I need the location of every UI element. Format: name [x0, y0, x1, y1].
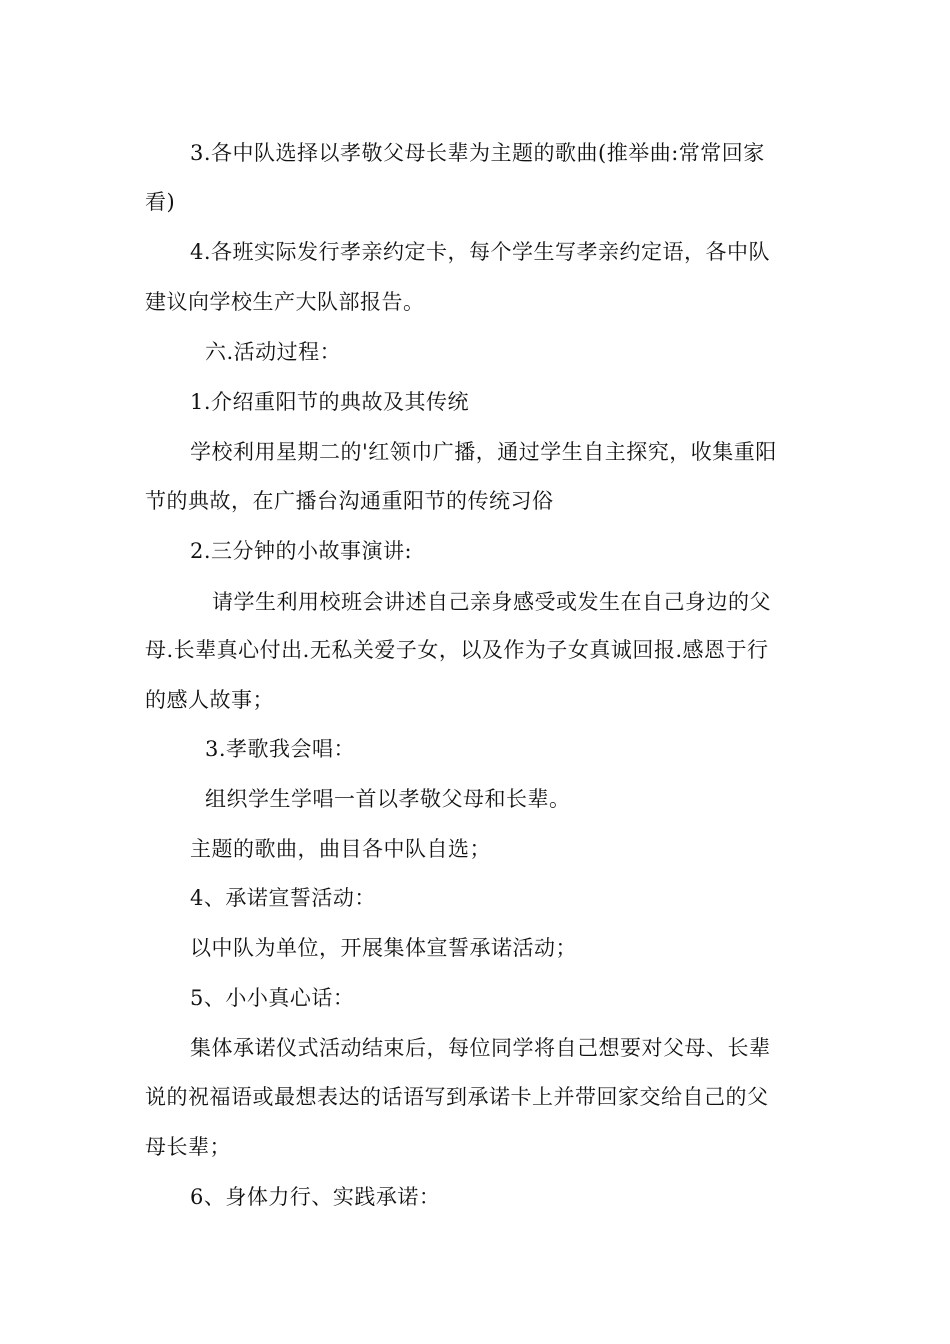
- paragraph-line: 4.各班实际发行孝亲约定卡，每个学生写孝亲约定语，各中队: [190, 240, 771, 264]
- item-heading: 6、身体力行、实践承诺：: [190, 1185, 441, 1209]
- item-heading: 5、小小真心话：: [190, 986, 355, 1010]
- paragraph-line: 集体承诺仪式活动结束后，每位同学将自己想要对父母、长辈: [190, 1036, 771, 1060]
- item-heading: 4、承诺宣誓活动：: [190, 886, 376, 910]
- section-heading: 六.活动过程：: [205, 340, 342, 364]
- paragraph-line: 母.长辈真心付出.无私关爱子女，以及作为子女真诚回报.感恩于行: [145, 638, 769, 662]
- item-heading: 3.孝歌我会唱：: [205, 737, 356, 761]
- paragraph-line: 学校利用星期二的'红领巾广播，通过学生自主探究，收集重阳: [190, 440, 777, 464]
- item-heading: 1.介绍重阳节的典故及其传统: [190, 390, 470, 414]
- paragraph-line: 的感人故事；: [145, 688, 274, 712]
- paragraph-line: 3.各中队选择以孝敬父母长辈为主题的歌曲(推举曲:常常回家: [190, 141, 765, 165]
- item-heading: 2.三分钟的小故事演讲:: [190, 539, 413, 563]
- paragraph-line: 母长辈；: [145, 1135, 231, 1159]
- paragraph-line: 节的典故，在广播台沟通重阳节的传统习俗: [145, 489, 554, 513]
- paragraph-line: 组织学生学唱一首以孝敬父母和长辈。: [205, 787, 571, 811]
- paragraph-line: 以中队为单位，开展集体宣誓承诺活动；: [190, 936, 577, 960]
- paragraph-line: 建议向学校生产大队部报告。: [145, 290, 425, 314]
- paragraph-line: 请学生利用校班会讲述自己亲身感受或发生在自己身边的父: [212, 590, 771, 614]
- paragraph-line: 主题的歌曲，曲目各中队自选；: [190, 837, 491, 861]
- paragraph-line: 看): [145, 190, 176, 214]
- paragraph-line: 说的祝福语或最想表达的话语写到承诺卡上并带回家交给自己的父: [145, 1085, 769, 1109]
